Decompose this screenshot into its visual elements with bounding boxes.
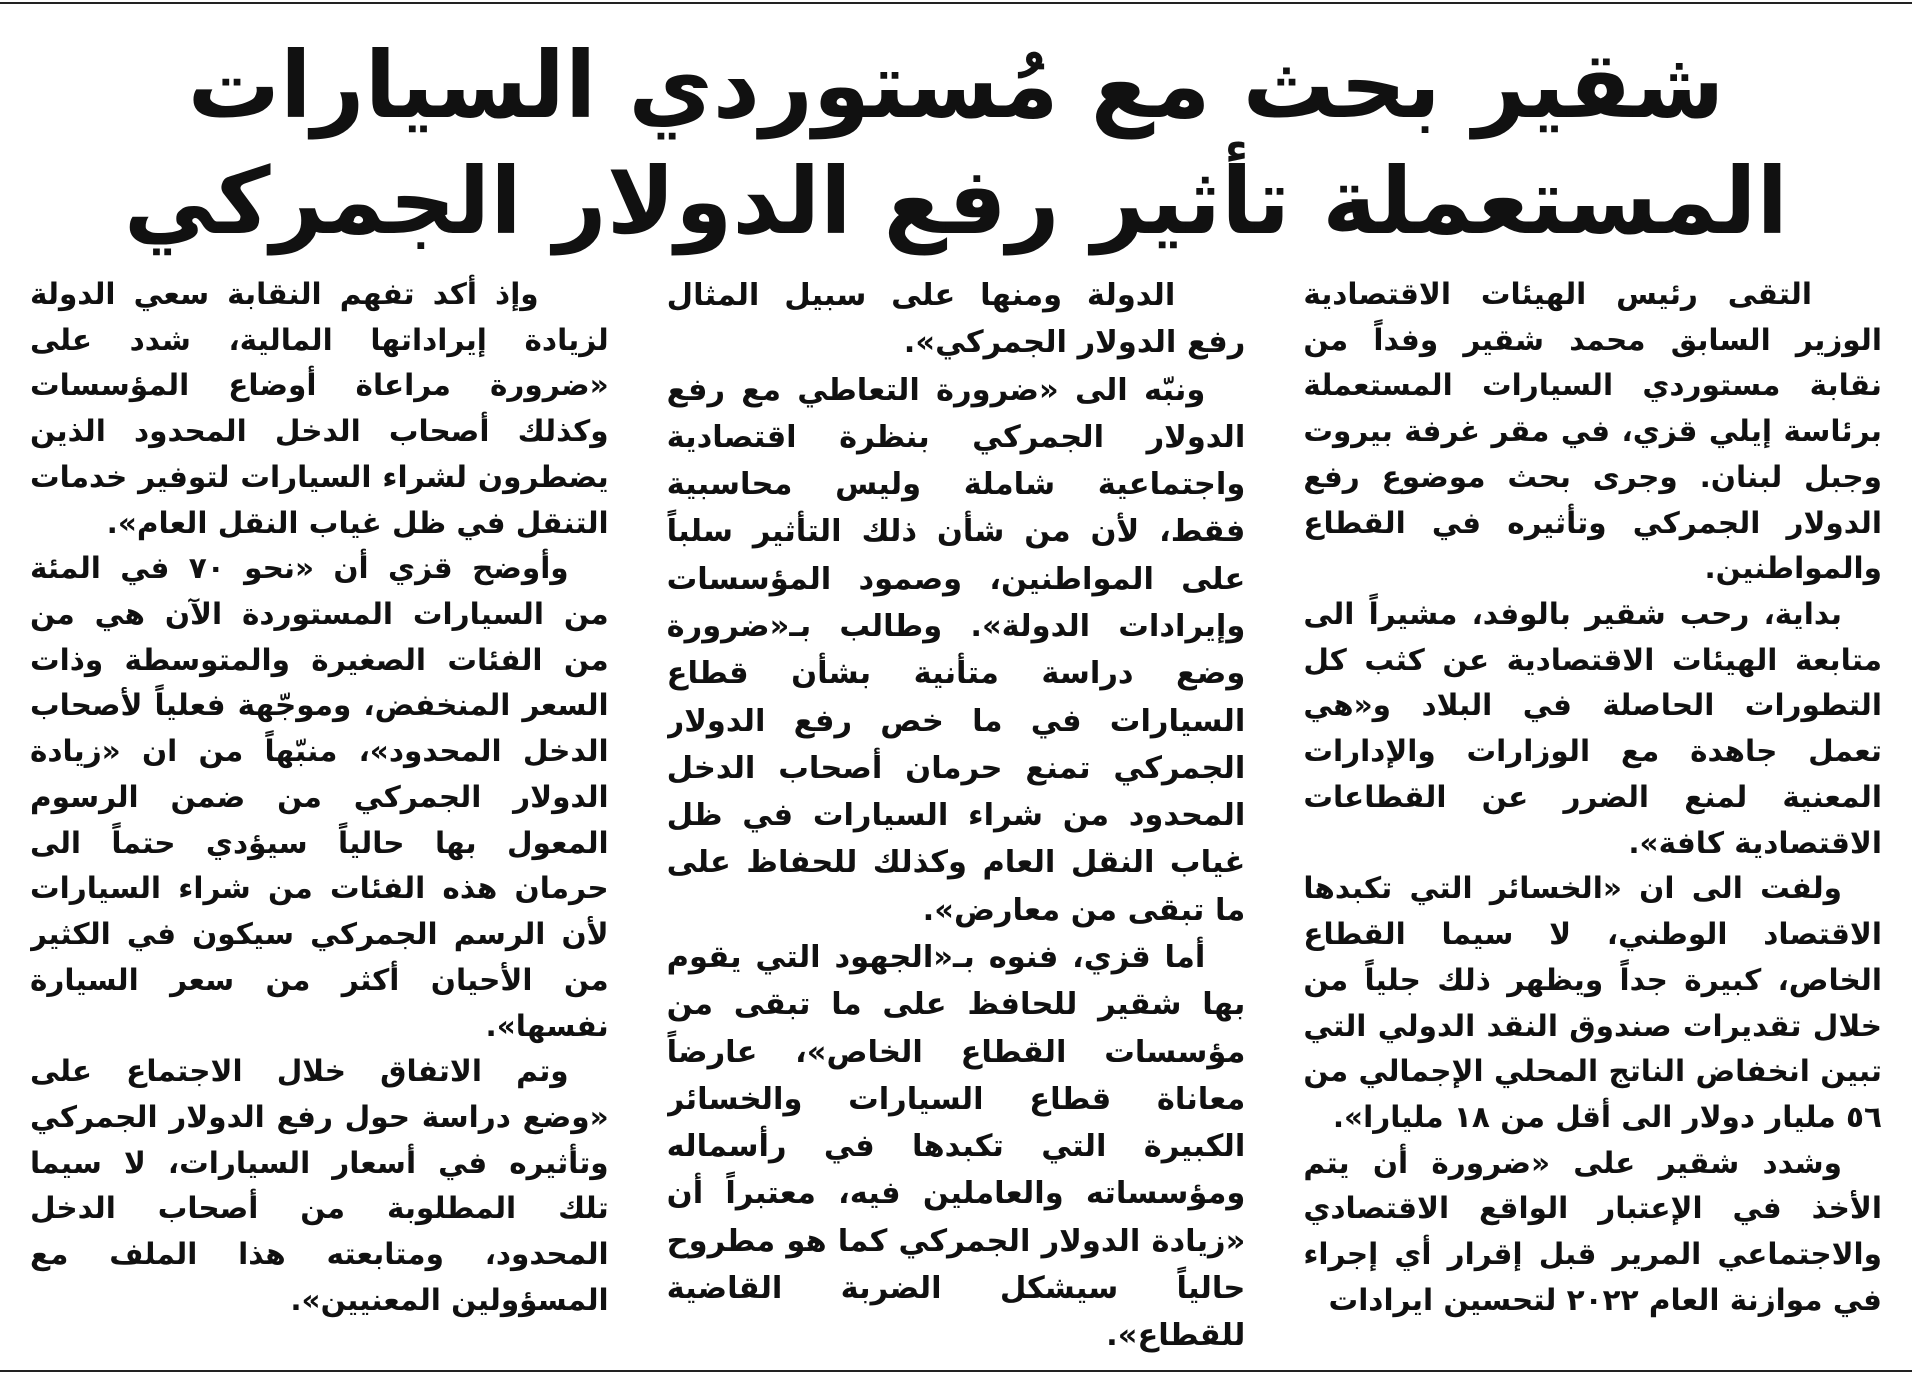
article-body [30, 272, 1882, 1360]
paragraph: وشدد شقير على «ضرورة أن يتم الأخذ في الإعتبار الواقع الاقتصادي والاجتماعي المرير قبل إقرار أي إجراء في موازنة العام ٢٠٢٢ لتحسين ايرادات [1303, 1145, 1882, 1317]
paragraph: أما قزي، فنوه بـ«الجهود التي يقوم بها شقير للحافظ على ما تبقى من مؤسسات القطاع الخاص»، عارضاً معاناة قطاع السيارات والخسائر الكبيرة التي تكبدها في رأسماله ومؤسساته والعاملين فيه، معتبراً أن «زيادة الدولار الجمركي كما هو مطروح حالياً سيشكل الضربة القاضية للقطاع». [666, 939, 1246, 1354]
article-column-3 [30, 272, 609, 1360]
article-column-1 [1303, 272, 1882, 1360]
paragraph: بداية، رحب شقير بالوفد، مشيراً الى متابعة الهيئات الاقتصادية عن كثب كل التطورات الحاصلة في البلاد و«هي تعمل جاهدة مع الوزارات والإدارات المعنية لمنع الضرر عن القطاعات الاقتصادية كافة». [1303, 597, 1882, 860]
article-column-2 [667, 272, 1246, 1360]
headline-line-2: المستعملة تأثير رفع الدولار الجمركي [123, 148, 1789, 255]
paragraph: ولفت الى ان «الخسائر التي تكبدها الاقتصاد الوطني، لا سيما القطاع الخاص، كبيرة جداً ويظهر ذلك جلياً من خلال تقديرات صندوق النقد الدولي التي تبين انخفاض الناتج المحلي الإجمالي من ٥٦ مليار دولار الى أقل من ١٨ مليارا». [1303, 871, 1882, 1134]
paragraph: التقى رئيس الهيئات الاقتصادية الوزير السابق محمد شقير وفداً من نقابة مستوردي السيارات المستعملة برئاسة إيلي قزي، في مقر غرفة بيروت وجبل لبنان. وجرى بحث موضوع رفع الدولار الجمركي وتأثيره في القطاع والمواطنين. [1303, 277, 1882, 586]
paragraph: وأوضح قزي أن «نحو ٧٠ في المئة من السيارات المستوردة الآن هي من من الفئات الصغيرة والمتوسطة وذات السعر المنخفض، وموجّهة فعلياً لأصحاب الدخل المحدود»، منبّهاً من ان «زيادة الدولار الجمركي من ضمن الرسوم المعول بها حالياً سيؤدي حتماً الى حرمان هذه الفئات من شراء السيارات لأن الرسم الجمركي سيكون في الكثير من الأحيان أكثر من سعر السيارة نفسها». [29, 551, 609, 1043]
paragraph: الدولة ومنها على سبيل المثال رفع الدولار الجمركي». [666, 278, 1246, 361]
paragraph: ونبّه الى «ضرورة التعاطي مع رفع الدولار الجمركي بنظرة اقتصادية واجتماعية شاملة وليس محاسبية فقط، لأن من شأن ذلك التأثير سلباً على المواطنين، وصمود المؤسسات وإيرادات الدولة». وطالب بـ«ضرورة وضع دراسة متأنية بشأن قطاع السيارات في ما خص رفع الدولار الجمركي تمنع حرمان أصحاب الدخل المحدود من شراء السيارات في ظل غياب النقل العام وكذلك للحفاظ على ما تبقى من معارض». [666, 372, 1246, 928]
headline-line-1: شقير بحث مع مُستوردي السيارات [187, 32, 1725, 139]
paragraph: وتم الاتفاق خلال الاجتماع على «وضع دراسة حول رفع الدولار الجمركي وتأثيره في أسعار السيارات، لا سيما تلك المطلوبة من أصحاب الدخل المحدود، ومتابعته هذا الملف مع المسؤولين المعنيين». [29, 1054, 609, 1317]
article-headline [40, 28, 1872, 260]
bottom-divider [0, 1370, 1912, 1372]
top-divider [0, 2, 1912, 4]
paragraph: وإذ أكد تفهم النقابة سعي الدولة لزيادة إيراداتها المالية، شدد على «ضرورة مراعاة أوضاع المؤسسات وكذلك أصحاب الدخل المحدود الذين يضطرون لشراء السيارات لتوفير خدمات التنقل في ظل غياب النقل العام». [29, 277, 609, 540]
